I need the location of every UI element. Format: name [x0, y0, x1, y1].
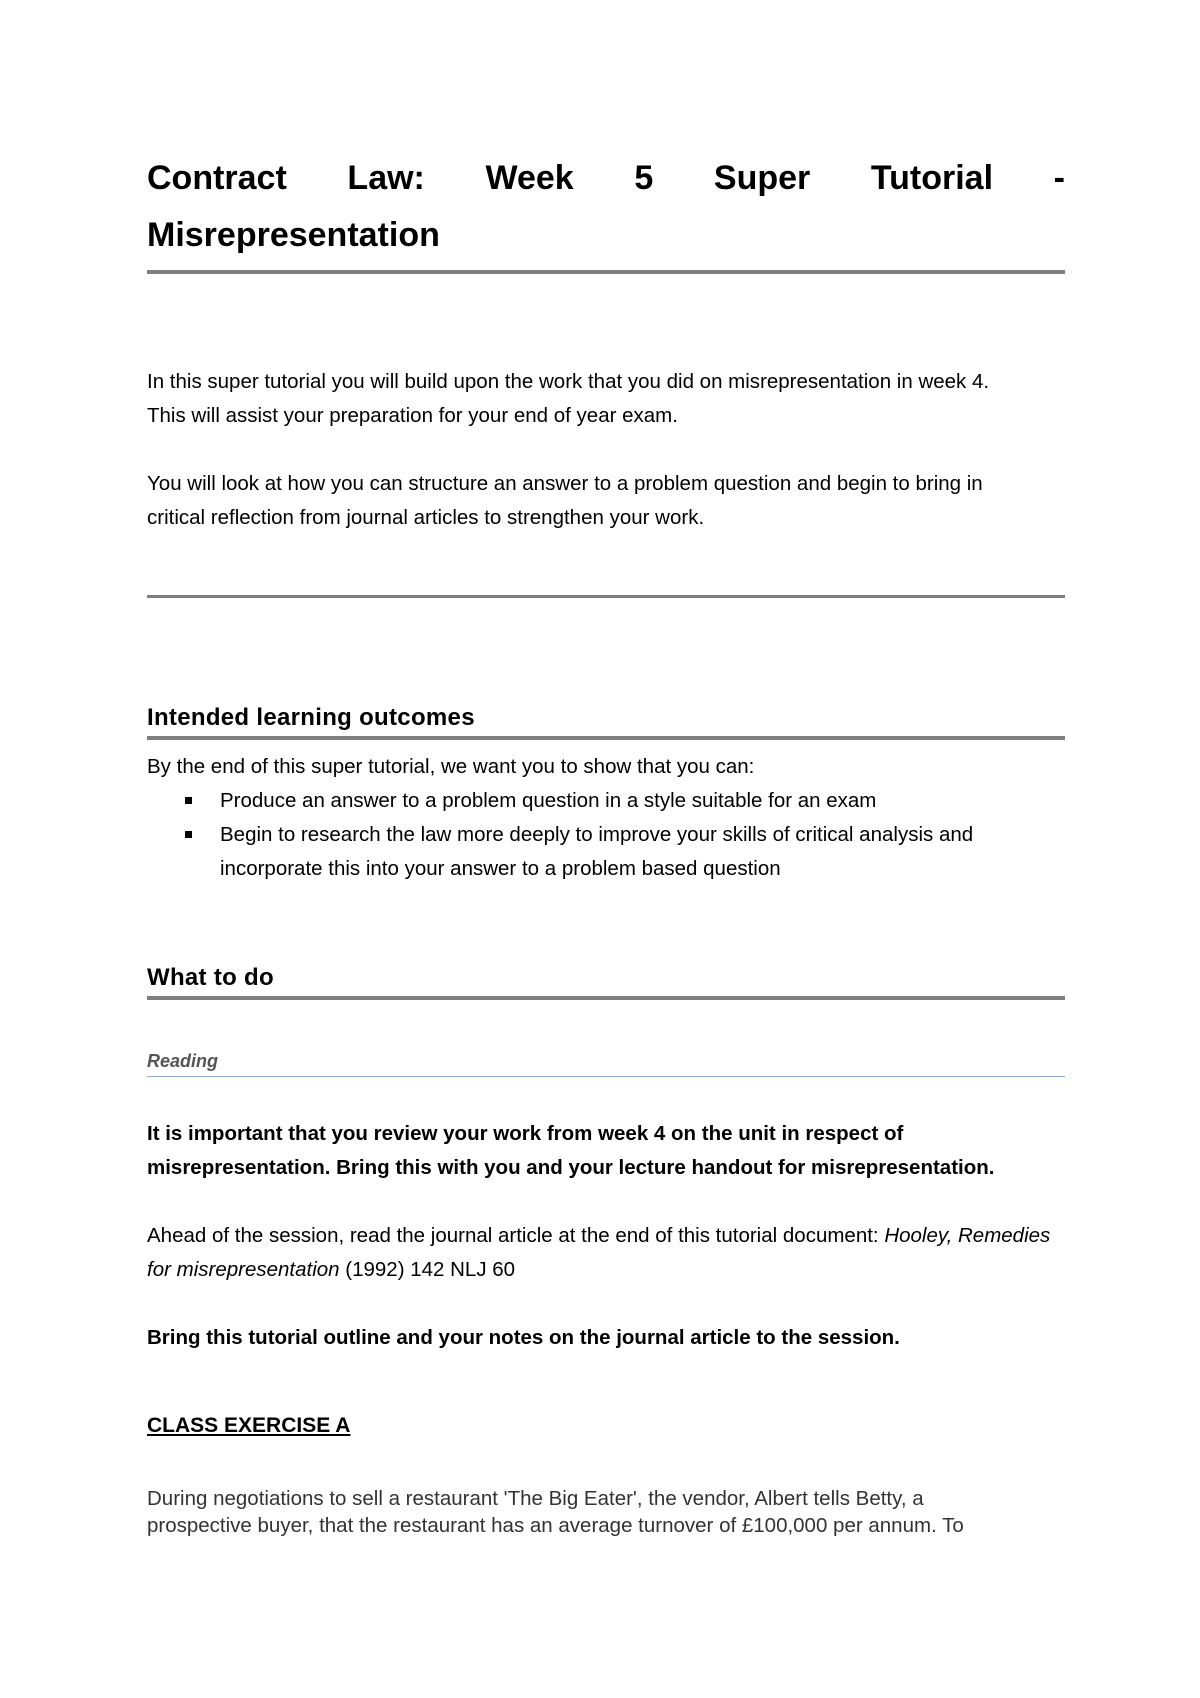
exercise-text: [147, 1485, 1065, 1539]
what-to-do-heading: What to do: [147, 961, 1065, 1000]
outcomes-list: [147, 784, 1065, 886]
document-title: [147, 150, 1065, 274]
exercise-line1: During negotiations to sell a restaurant 'The Big Eater', the vendor, Albert tells Betty, a: [147, 1487, 924, 1510]
article-citation: Hooley, Remedies for misrepresentation: [147, 1224, 1051, 1281]
ahead-text: Ahead of the session, read the journal article at the end of this tutorial document:: [147, 1224, 885, 1247]
intro-p1-line1: In this super tutorial you will build upon the work that you did on misrepresentation in week 4.: [147, 370, 990, 393]
intro-p1-line2: This will assist your preparation for your end of year exam.: [147, 404, 678, 427]
outcomes-heading: Intended learning outcomes: [147, 701, 1065, 740]
title-line-2: Misrepresentation: [147, 216, 440, 254]
intro-paragraph-2: [147, 467, 1065, 535]
list-item: [147, 784, 1065, 818]
ahead-paragraph: [147, 1219, 1065, 1287]
title-word: Week: [485, 159, 574, 197]
document-page: [147, 150, 1065, 1539]
title-word: 5: [634, 159, 654, 197]
title-word: Tutorial: [870, 159, 994, 197]
title-line-1: [147, 150, 1065, 207]
important-line1: It is important that you review your work from week 4 on the unit in respect of: [147, 1122, 904, 1145]
bring-notice: Bring this tutorial outline and your notes on the journal article to the session.: [147, 1326, 900, 1349]
title-word: Contract: [147, 159, 287, 197]
list-item-text: Begin to research the law more deeply to improve your skills of critical analysis and incorporate this into your answer to a problem based question: [220, 823, 974, 880]
bullet-icon: [185, 831, 192, 838]
title-word: Super: [713, 159, 811, 197]
list-item: [147, 818, 1065, 886]
intro-paragraph-1: [147, 365, 1065, 433]
intro-p2-line1: You will look at how you can structure an answer to a problem question and begin to bring in: [147, 472, 983, 495]
exercise-line2: prospective buyer, that the restaurant has an average turnover of £100,000 per annum. To: [147, 1514, 964, 1537]
article-reference: (1992) 142 NLJ 60: [339, 1258, 516, 1281]
title-word: -: [1053, 159, 1065, 197]
important-notice: [147, 1117, 1065, 1185]
list-item-text: Produce an answer to a problem question in a style suitable for an exam: [220, 789, 877, 812]
important-line2: misrepresentation. Bring this with you and your lecture handout for misrepresentation.: [147, 1156, 995, 1179]
bullet-icon: [185, 797, 192, 804]
intro-p2-line2: critical reflection from journal articles to strengthen your work.: [147, 506, 705, 529]
title-word: Law:: [347, 159, 425, 197]
reading-subheading: Reading: [147, 1048, 1065, 1077]
exercise-heading: CLASS EXERCISE A: [147, 1414, 351, 1437]
outcomes-lead: By the end of this super tutorial, we want you to show that you can:: [147, 755, 755, 778]
